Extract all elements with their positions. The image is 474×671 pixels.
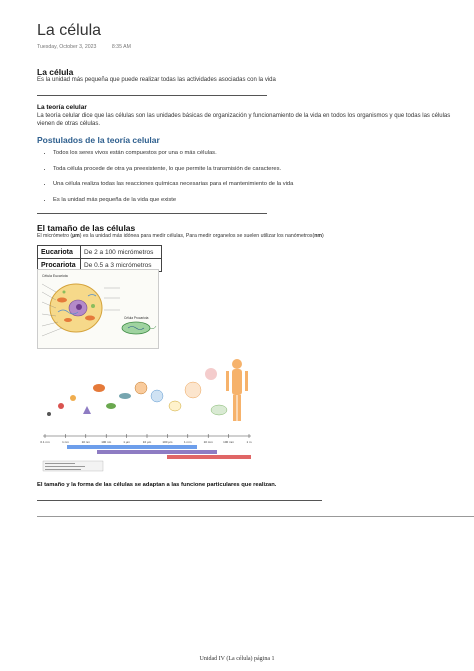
section-text-size: El micrómetro (µm) es la unidad más idónea para medir células, Para medir organelos se suelen utilizar los nanómetros(nm) — [37, 233, 324, 239]
list-item: • Toda célula procede de otra ya preexistente, lo que permite la transmisión de caracteres. — [53, 166, 473, 172]
section-heading-theory: La teoría celular — [37, 104, 87, 111]
diagram-title-prokaryote: Célula Procariota — [124, 316, 149, 320]
scale-tick-label: 10 µm — [142, 440, 152, 444]
cell-diagram-svg — [38, 270, 158, 348]
section-heading-size: El tamaño de las células — [37, 223, 136, 233]
figure-caption: El tamaño y la forma de las células se adaptan a las funcione particulares que realizan. — [37, 482, 277, 488]
divider — [37, 213, 267, 214]
section-heading-postulates: Postulados de la teoría celular — [37, 135, 160, 145]
table-cell-label: Eucariota — [38, 246, 81, 259]
page-time: 8:35 AM — [111, 44, 131, 50]
page-title: La célula — [37, 22, 102, 39]
scale-tick-label: 0.1 nm — [40, 440, 50, 444]
cell-diagram — [37, 269, 159, 349]
postulates-list — [37, 150, 473, 212]
scale-tick-label: 1 mm — [184, 440, 192, 444]
list-item: • Todos los seres vivos están compuestos por una o más células. — [53, 150, 473, 156]
divider — [37, 500, 322, 501]
scale-tick-label: 1 nm — [62, 440, 69, 444]
scale-tick-label: 1 m — [246, 440, 252, 444]
page-footer: Unidad IV (La célula) página 1 — [199, 656, 275, 662]
list-item: • Es la unidad más pequeña de la vida que existe — [53, 197, 473, 203]
size-scale-diagram — [37, 352, 255, 472]
divider — [37, 95, 267, 96]
scale-tick-label: 100 µm — [162, 440, 173, 444]
table-cell-label: Procariota — [38, 259, 81, 272]
size-table — [37, 245, 162, 272]
section-text-theory: La teoría celular dice que las células son las unidades básicas de organización y funcionamiento de la vida en todos los organismos y que todas las células vienen de otras células. — [37, 113, 451, 127]
page-timestamp — [37, 44, 145, 50]
scale-tick-label: 100 nm — [101, 440, 112, 444]
scale-tick-label: 1 µm — [123, 440, 130, 444]
scale-tick-label: 100 mm — [223, 440, 235, 444]
table-row — [38, 246, 162, 259]
scale-tick-label: 10 nm — [81, 440, 90, 444]
list-item: • Una célula realiza todas las reacciones químicas necesarias para el mantenimiento de la vida — [53, 181, 473, 187]
diagram-title-eukaryote: Célula Eucariota — [42, 274, 68, 278]
divider — [37, 516, 474, 517]
section-text-cell: Es la unidad más pequeña que puede realizar todas las actividades asociadas con la vida — [37, 77, 276, 83]
table-cell-value: De 2 a 100 micrómetros — [81, 246, 162, 259]
size-scale-svg — [37, 352, 255, 472]
section-heading-cell: La célula — [37, 67, 74, 77]
scale-tick-label: 10 mm — [203, 440, 213, 444]
table-cell-value: De 0.5 a 3 micrómetros — [81, 259, 162, 272]
page-date: Tuesday, October 3, 2023 — [37, 44, 97, 50]
